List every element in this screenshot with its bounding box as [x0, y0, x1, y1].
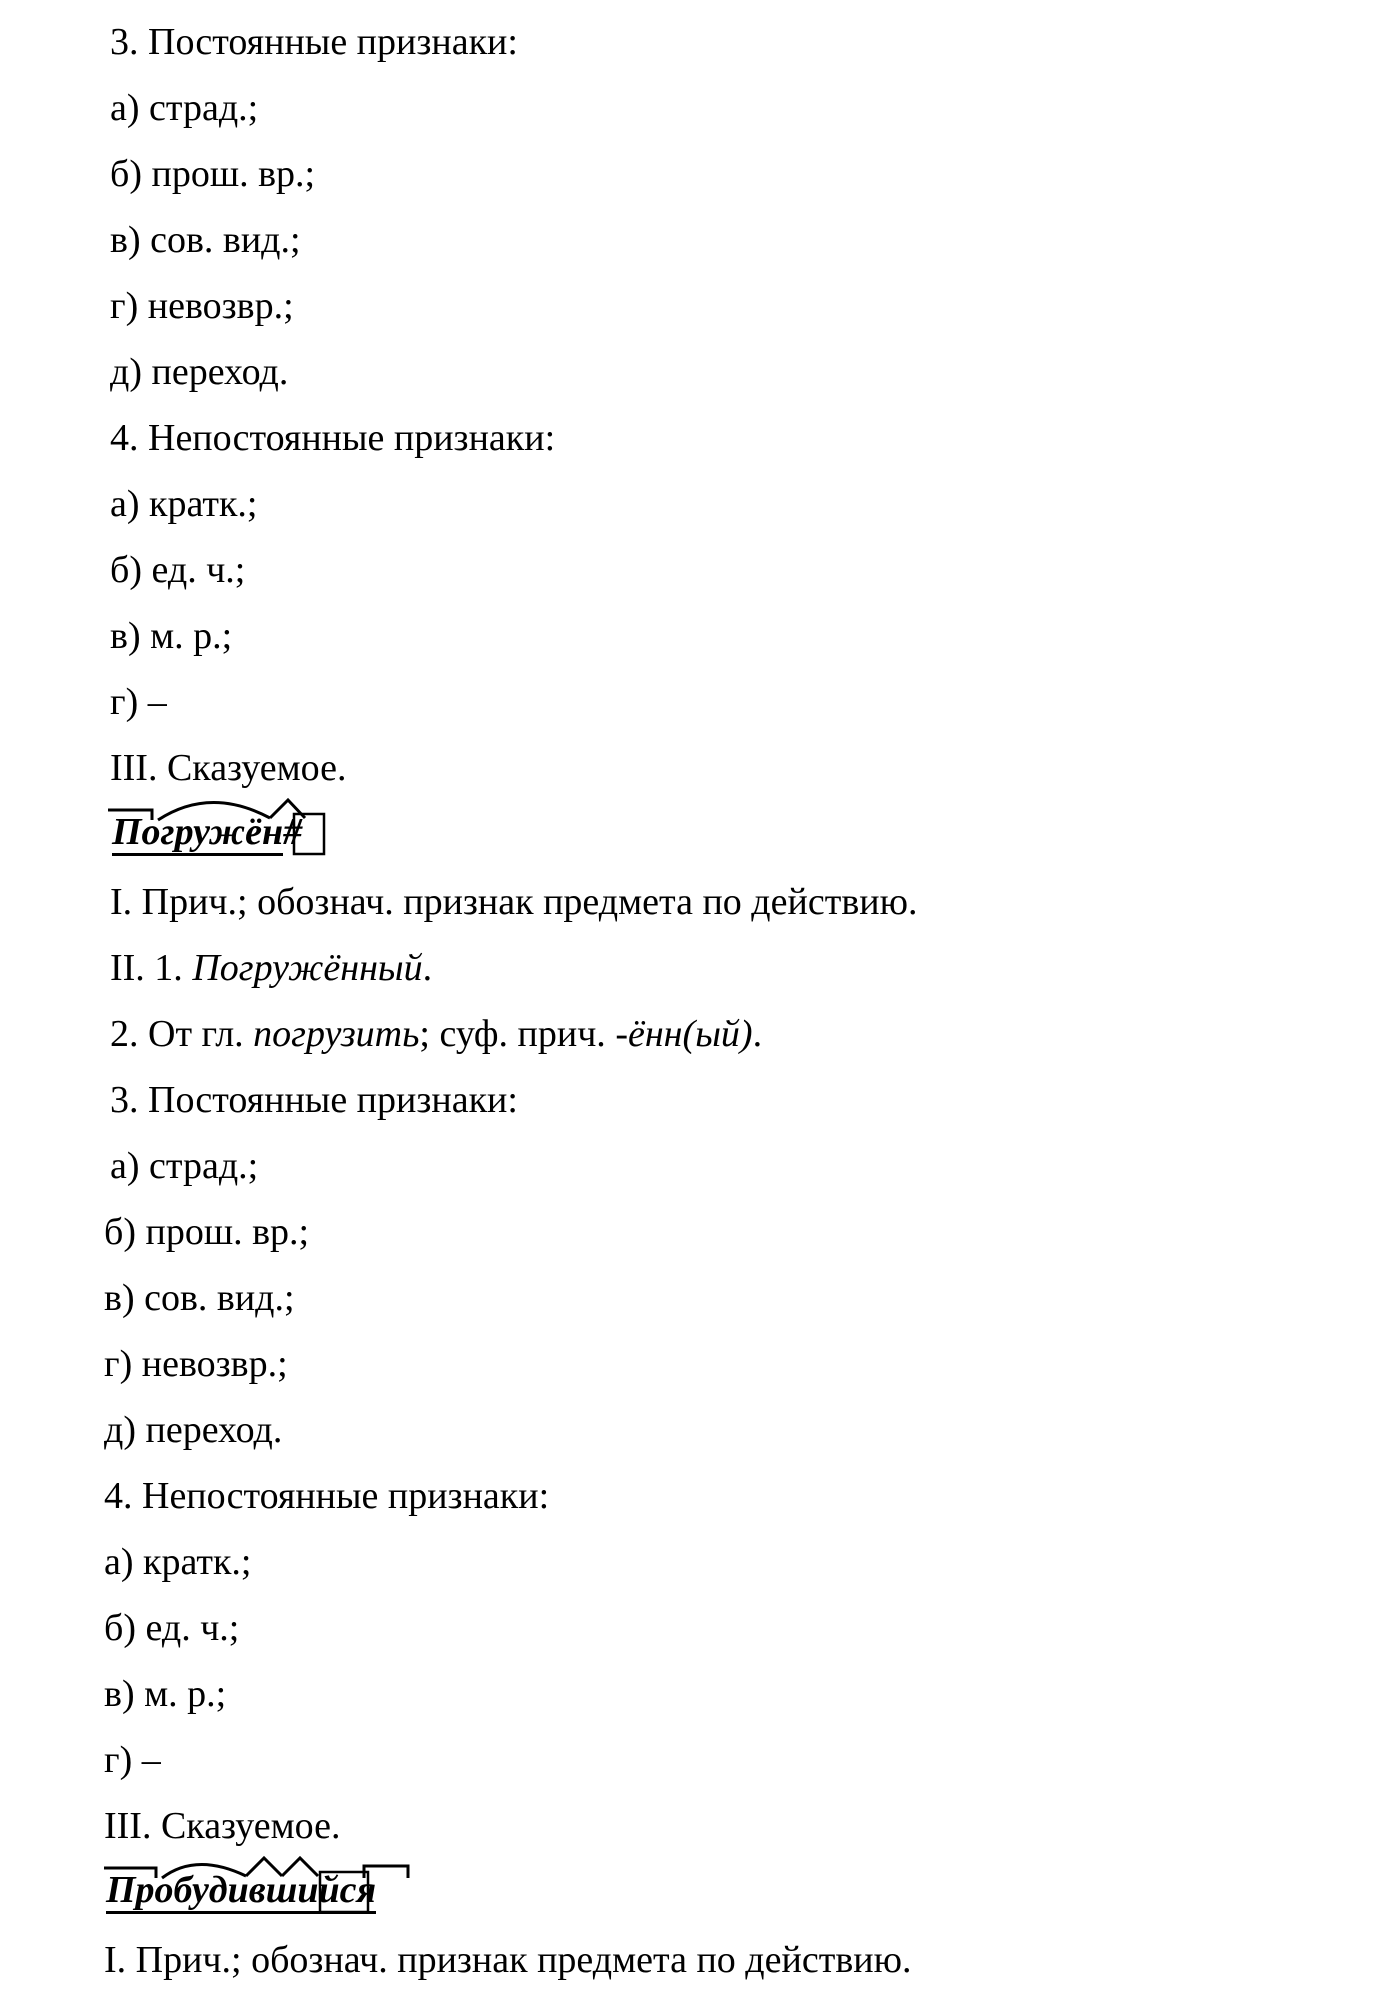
text-line: д) переход. [104, 1409, 283, 1451]
text-line: III. Сказуемое. [104, 1805, 341, 1847]
text-line: 4. Непостоянные признаки: [110, 417, 556, 459]
text-line: I. Прич.; обознач. признак предмета по действию. [104, 1939, 912, 1981]
text-line: в) сов. вид.; [104, 1277, 295, 1319]
text-span: ; суф. прич. [419, 1013, 616, 1055]
text-span-italic: Погружённый [192, 947, 423, 989]
text-line: а) кратк.; [110, 483, 258, 525]
text-line: б) прош. вр.; [104, 1211, 310, 1253]
text-span: 2. От гл. [110, 1013, 254, 1055]
morpheme-word-1 [112, 809, 302, 855]
text-line: в) сов. вид.; [110, 219, 301, 261]
zero-ending-mark: # [283, 811, 303, 853]
text-line: 3. Постоянные признаки: [110, 1079, 518, 1121]
ending-box-2 [318, 1870, 374, 1914]
text-line: а) страд.; [110, 1145, 259, 1187]
text-line: г) невозвр.; [104, 1343, 288, 1385]
text-line [110, 1011, 762, 1057]
text-span: . [752, 1013, 763, 1055]
text-span: II. 1. [110, 947, 193, 989]
text-line: 4. Непостоянные признаки: [104, 1475, 550, 1517]
text-line: I. Прич.; обознач. признак предмета по действию. [110, 881, 918, 923]
ending-box-1 [292, 812, 332, 856]
word-base: Пробудившийся [106, 1869, 376, 1914]
text-line: г) невозвр.; [110, 285, 294, 327]
text-line: б) прош. вр.; [110, 153, 316, 195]
text-line: б) ед. ч.; [104, 1607, 240, 1649]
text-line: в) м. р.; [110, 615, 233, 657]
text-line: 3. Постоянные признаки: [110, 21, 518, 63]
text-line: а) страд.; [110, 87, 259, 129]
text-line: б) ед. ч.; [110, 549, 246, 591]
text-line: д) переход. [110, 351, 289, 393]
text-span: . [422, 947, 433, 989]
text-line [110, 945, 432, 991]
word-base: Погружён [112, 811, 283, 856]
text-line: г) – [104, 1739, 161, 1781]
text-line: а) кратк.; [104, 1541, 252, 1583]
text-span-italic: -ённ(ый) [615, 1013, 753, 1055]
text-span-italic: погрузить [253, 1013, 420, 1055]
text-line: III. Сказуемое. [110, 747, 347, 789]
text-line: г) – [110, 681, 167, 723]
text-line: в) м. р.; [104, 1673, 227, 1715]
